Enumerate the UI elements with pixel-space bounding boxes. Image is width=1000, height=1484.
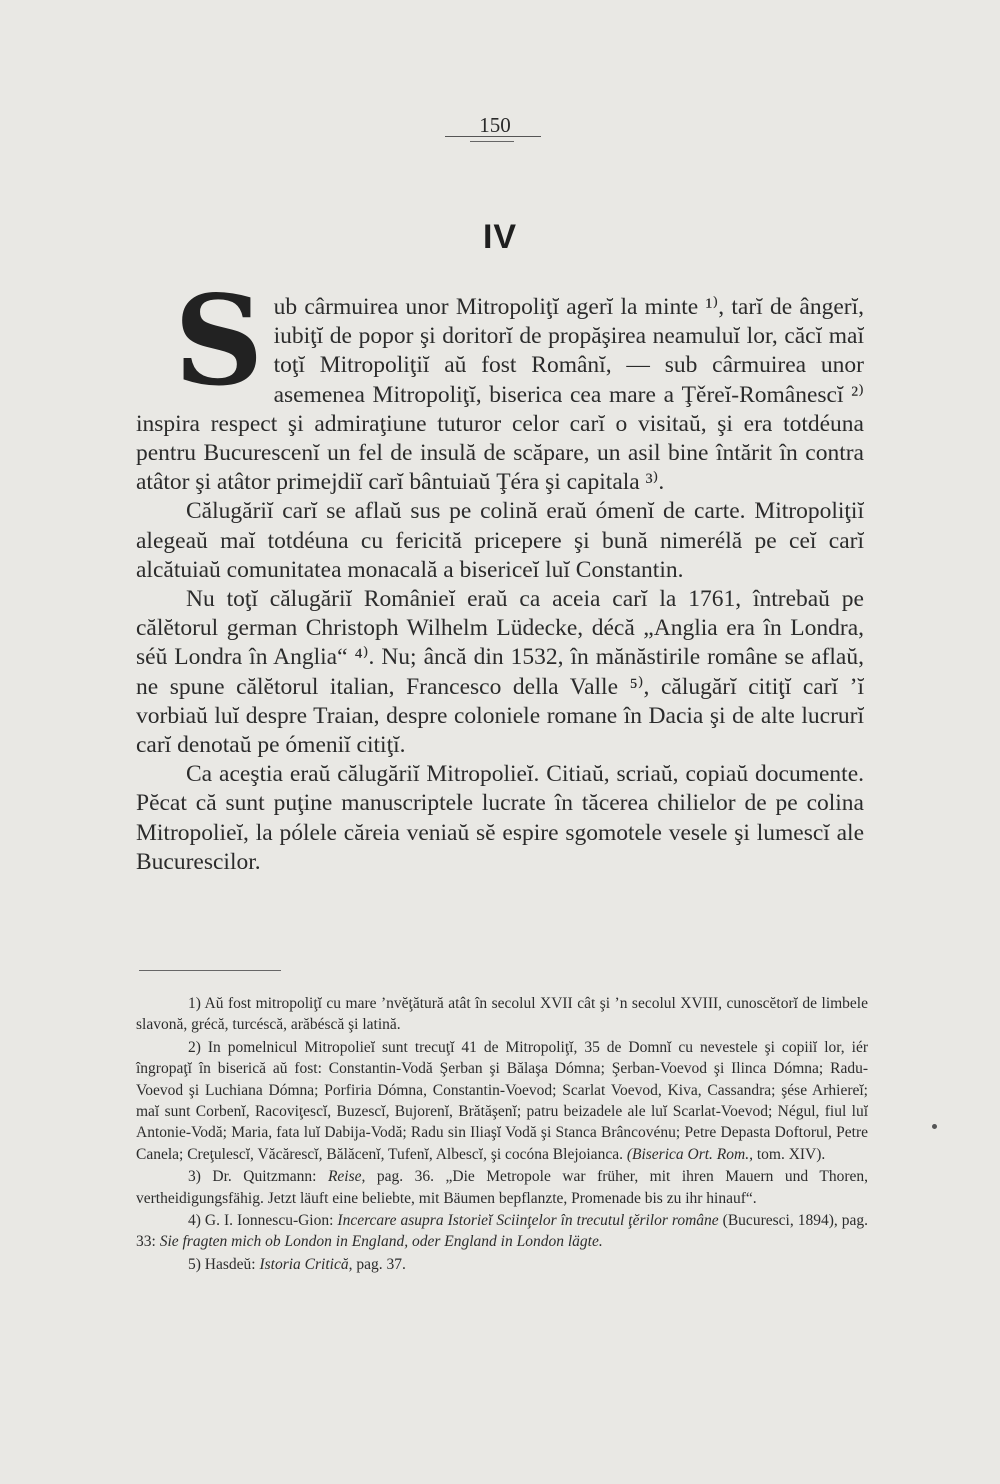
footnote-2 bbox=[136, 1037, 868, 1165]
footnote-4-text: 4) G. I. Ionnescu-Gion: bbox=[188, 1212, 338, 1230]
paragraph-1 bbox=[136, 269, 864, 497]
footnote-2-text: 2) In pomelnicul Mitropolieĭ sunt trecuţĭ 41 de Mitropoliţĭ, 35 de Domnĭ cu nevestele şi copiiĭ lor, iér îngropaţĭ în biserică aŭ fost: Constantin-Vodă Şerban şi Bălaşa Dómna; Şerban-Voevod şi Ilinca Dómna; Radu-Voevod şi Luchiana Dómna; Porfiria Dómna, Constantin-Voevod; Scarlat Voevod, Kiva, Cassandra; şése Arhiereĭ; maĭ sunt Corbenĭ, Racoviţescĭ, Buzescĭ, Bujorenĭ, Brătăşenĭ; patru beizadele ale luĭ Scarlat-Voevod; Négul, fiul luĭ Antonie-Vodă; Maria, fata luĭ Dabija-Vodă; Radu sin Iliaşĭ Vodă şi Stanca Brâncovénu; Petre Depasta Doftorul, Petre Canela; Creţulescĭ, Văcărescĭ, Bălăcenĭ, Tufenĭ, Albescĭ, şi cocóna Blejoianca. bbox=[136, 1038, 868, 1163]
footnote-2-source: (Biserica Ort. Rom., bbox=[626, 1145, 753, 1163]
paragraph-3: Nu toţĭ călugăriĭ Românieĭ eraŭ ca aceia carĭ la 1761, întrebaŭ pe călĕtorul german Christoph Wilhelm Lüdecke, décă „Anglia era în Londra, séŭ Londra în Anglia“ ⁴⁾. Nu; âncă din 1532, în mănăstirile române se aflaŭ, ne spune călĕtorul italian, Francesco della Valle ⁵⁾, călugărĭ citiţĭ carĭ ʼĭ vorbiaŭ luĭ despre Traian, despre coloniele romane în Dacia şi de alte lucrurĭ carĭ denotaŭ pe ómeniĭ citiţĭ. bbox=[136, 586, 864, 759]
footnote-3-text: 3) Dr. Quitzmann: bbox=[188, 1168, 328, 1186]
footnote-rule bbox=[139, 970, 281, 971]
footnote-4-quote: Sie fragten mich ob London in England, oder England in London lägte. bbox=[159, 1233, 603, 1251]
footnote-1-text: 1) Aŭ fost mitropoliţĭ cu mare ʼnvĕţătură atât în secolul XVII cât şi ʼn secolul XVIII, cunoscĕtorĭ de limbele slavonă, grécă, turcéscă, arăbéscă şi latină. bbox=[136, 995, 868, 1034]
paragraph-1-text: ub cârmuirea unor Mitropoliţĭ agerĭ la minte ¹⁾, tarĭ de ângerĭ, iubiţĭ de popor şi doritorĭ de propăşirea neamuluĭ lor, căcĭ maĭ toţĭ Mitropoliţiĭ aŭ fost Românĭ, — sub cârmuirea unor asemenea Mitropoliţĭ, biserica cea mare a Ţěreĭ-Românescĭ ²⁾ inspira respect şi admiraţiune tuturor celor carĭ o visitaŭ, şi era totdéuna pentru Bucurescenĭ un fel de insulă de scăpare, un asil bine întărit în contra atâtor şi atâtor primejdiĭ carĭ bântuiaŭ Ţéra şi capitala ³⁾. bbox=[136, 294, 864, 496]
dropcap: S bbox=[174, 269, 264, 414]
page-number-rule-short bbox=[470, 141, 514, 142]
scan-speck bbox=[932, 1124, 937, 1129]
page-number: 150 bbox=[479, 113, 511, 137]
footnote-4-source: Incercare asupra Istorieĭ Sciinţelor în trecutul ţĕrilor române bbox=[337, 1212, 719, 1230]
footnote-4-tail: (Bucuresci, 1894), pag. 33: bbox=[136, 1212, 868, 1251]
footnote-5-tail: pag. 37. bbox=[352, 1255, 406, 1273]
paragraph-4: Ca aceştia eraŭ călugăriĭ Mitropolieĭ. Citiaŭ, scriaŭ, copiaŭ documente. Pĕcat că sunt puţine manuscriptele lucrate în tăcerea chilielor de pe colina Mitropolieĭ, la pólele căreia veniaŭ sĕ espire sgomotele vesele şi lumescĭ ale Bucurescilor. bbox=[136, 761, 864, 875]
footnote-5-text: 5) Hasdeŭ: bbox=[188, 1255, 260, 1273]
footnote-4 bbox=[136, 1210, 868, 1253]
footnote-3-source: Reise, bbox=[327, 1168, 366, 1186]
page-number-rule bbox=[445, 136, 541, 137]
footnote-3-tail: pag. 36. „Die Metropole war früher, mit ihren Mauern und Thoren, vertheidigungsfähig. Jetzt läuft eine beliebte, mit Bäumen bepflanzte, Promenade bis zu ihr hinauf“. bbox=[136, 1168, 868, 1207]
footnote-5 bbox=[136, 1254, 868, 1275]
chapter-heading: IV bbox=[482, 218, 518, 256]
footnotes bbox=[136, 993, 868, 1276]
footnote-1 bbox=[136, 993, 868, 1036]
body-text bbox=[136, 269, 864, 877]
paragraph-2: Călugăriĭ carĭ se aflaŭ sus pe colină eraŭ ómenĭ de carte. Mitropoliţiĭ alegeaŭ maĭ totdéuna cu fericită pricepere şi bună nimerélă pe ceĭ carĭ alcătuiaŭ comunitatea monacală a bisericeĭ luĭ Constantin. bbox=[136, 498, 864, 583]
footnote-2-tail: tom. XIV). bbox=[752, 1145, 826, 1163]
footnote-3 bbox=[136, 1166, 868, 1209]
footnote-5-source: Istoria Critică, bbox=[259, 1255, 353, 1273]
